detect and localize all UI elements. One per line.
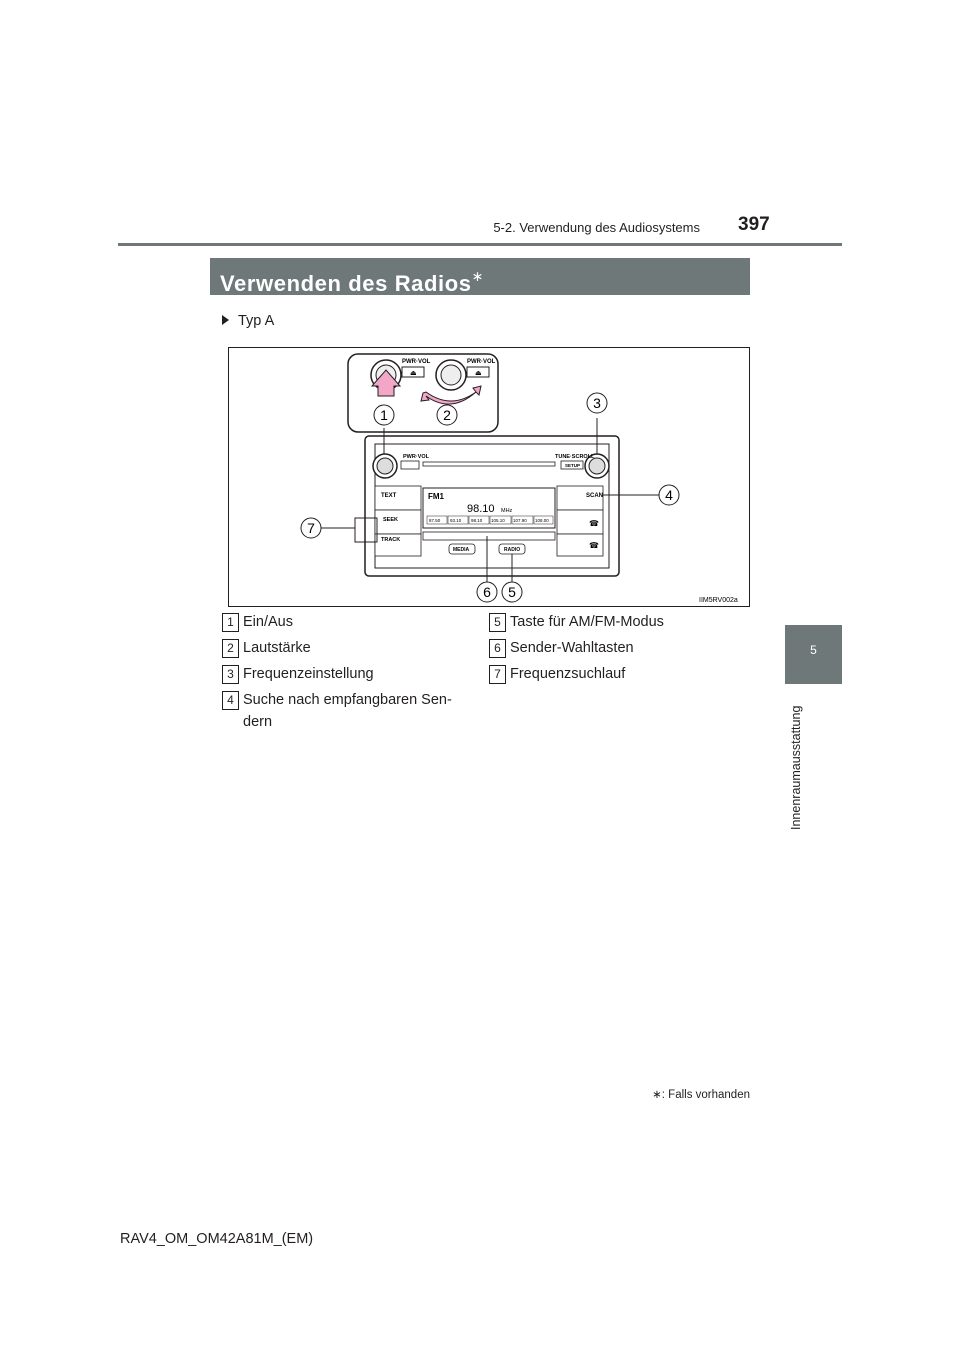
item-number: 4 bbox=[222, 691, 239, 710]
callout-4-label: 4 bbox=[665, 487, 673, 503]
item-text: Taste für AM/FM-Modus bbox=[510, 614, 664, 630]
item-text: Ein/Aus bbox=[243, 614, 293, 630]
svg-text:105.10: 105.10 bbox=[491, 518, 505, 523]
footnote-text: : Falls vorhanden bbox=[661, 1089, 750, 1101]
type-label bbox=[222, 313, 274, 329]
callout-3-label: 3 bbox=[593, 395, 601, 411]
tune-scroll-label: TUNE·SCROLL bbox=[555, 454, 595, 460]
item-number: 1 bbox=[222, 613, 239, 632]
legend-right bbox=[489, 611, 749, 685]
preset-hardware-row[interactable] bbox=[423, 532, 555, 540]
phone-pickup-icon: ☎ bbox=[589, 519, 599, 528]
list-item bbox=[489, 663, 749, 685]
chapter-number: 5 bbox=[810, 643, 817, 657]
eject-button[interactable] bbox=[401, 461, 419, 469]
svg-text:107.90: 107.90 bbox=[513, 518, 527, 523]
item-number: 7 bbox=[489, 665, 506, 684]
callout-7-label: 7 bbox=[307, 520, 315, 536]
svg-text:93.10: 93.10 bbox=[450, 518, 462, 523]
scan-label: SCAN bbox=[586, 493, 604, 499]
seek-button[interactable] bbox=[375, 510, 421, 534]
svg-text:108.00: 108.00 bbox=[535, 518, 549, 523]
item-number: 3 bbox=[222, 665, 239, 684]
header-divider bbox=[118, 243, 842, 246]
section-title: 5-2. Verwendung des Audiosystems bbox=[493, 220, 700, 235]
cd-slot bbox=[423, 462, 555, 466]
svg-text:98.10: 98.10 bbox=[471, 518, 483, 523]
svg-text:87.50: 87.50 bbox=[429, 518, 441, 523]
seek-label: SEEK bbox=[383, 517, 398, 523]
inset-pwr-label-2: PWR·VOL bbox=[467, 359, 496, 365]
inset-pwr-label-1: PWR·VOL bbox=[402, 359, 431, 365]
list-item bbox=[222, 663, 472, 685]
item-text-continued: dern bbox=[243, 714, 273, 730]
item-text: Sender-Wahltasten bbox=[510, 640, 634, 656]
figure-code: IIM5RV002a bbox=[699, 597, 738, 604]
triangle-bullet-icon bbox=[222, 315, 229, 325]
callout-6-label: 6 bbox=[483, 584, 491, 600]
legend-left bbox=[222, 611, 472, 733]
callout-2-label: 2 bbox=[443, 407, 451, 423]
item-text: Frequenzeinstellung bbox=[243, 666, 374, 682]
document-code: RAV4_OM_OM42A81M_(EM) bbox=[120, 1231, 314, 1247]
footnote-mark: ∗ bbox=[652, 1089, 662, 1101]
text-label: TEXT bbox=[381, 493, 397, 499]
preset-row bbox=[427, 516, 553, 524]
item-text: Frequenzsuchlauf bbox=[510, 666, 626, 682]
phone-hangup-icon: ☎ bbox=[589, 541, 599, 550]
list-item bbox=[222, 611, 472, 633]
display-frequency: 98.10 bbox=[467, 503, 495, 515]
item-number: 2 bbox=[222, 639, 239, 658]
chapter-label: Innenraumausstattung bbox=[789, 705, 803, 830]
list-item bbox=[489, 611, 749, 633]
callout-5-label: 5 bbox=[508, 584, 516, 600]
radio-label: RADIO bbox=[504, 547, 521, 553]
radio-panel-drawing bbox=[229, 348, 749, 606]
setup-label: SETUP bbox=[565, 463, 581, 468]
display-unit: MHz bbox=[501, 508, 513, 514]
item-number: 6 bbox=[489, 639, 506, 658]
asterisk-mark: ∗ bbox=[471, 268, 484, 284]
chapter-tab[interactable] bbox=[785, 625, 842, 684]
radio-illustration bbox=[228, 347, 750, 607]
pwr-vol-label: PWR·VOL bbox=[403, 454, 429, 460]
track-label: TRACK bbox=[381, 537, 401, 543]
svg-text:⏏: ⏏ bbox=[475, 370, 482, 377]
media-label: MEDIA bbox=[453, 547, 470, 553]
item-text: Lautstärke bbox=[243, 640, 311, 656]
item-number: 5 bbox=[489, 613, 506, 632]
svg-text:⏏: ⏏ bbox=[410, 370, 417, 377]
chapter-label-container bbox=[775, 690, 815, 830]
page-title bbox=[210, 258, 750, 295]
page-number: 397 bbox=[738, 214, 770, 235]
list-item bbox=[222, 637, 472, 659]
list-item bbox=[489, 637, 749, 659]
callout-1-label: 1 bbox=[380, 407, 388, 423]
type-label-text: Typ A bbox=[238, 313, 275, 329]
display-band: FM1 bbox=[428, 492, 444, 501]
footnote bbox=[620, 1087, 750, 1101]
item-text: Suche nach empfangbaren Sen- bbox=[243, 692, 452, 708]
list-item bbox=[222, 689, 472, 733]
page-title-text: Verwenden des Radios bbox=[220, 271, 472, 296]
